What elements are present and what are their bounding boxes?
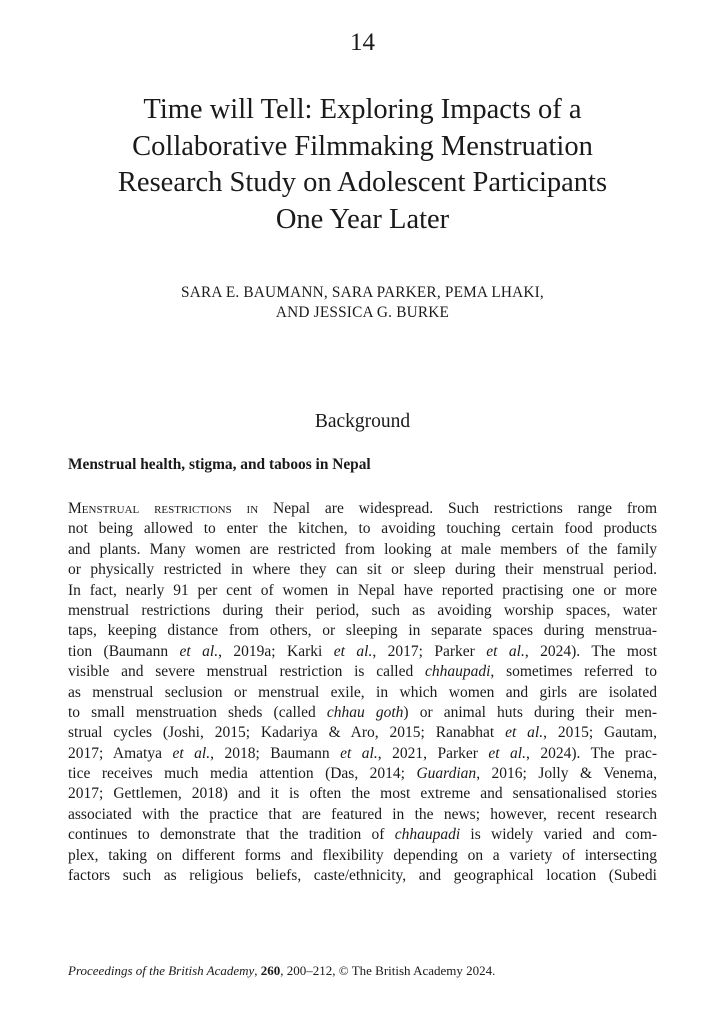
text-run: , 2017; Parker bbox=[372, 642, 487, 660]
italic-text: chhaupadi bbox=[394, 826, 461, 844]
text-line bbox=[68, 764, 657, 784]
chapter-number: 14 bbox=[350, 29, 375, 56]
text-run: and plants. Many women are restricted from looking at male members of the family bbox=[68, 540, 657, 558]
author-line: SARA E. BAUMANN, SARA PARKER, PEMA LHAKI, bbox=[181, 284, 544, 301]
chapter-title-line: Research Study on Adolescent Participants bbox=[117, 167, 608, 198]
text-line bbox=[68, 805, 657, 825]
text-run: continues to demonstrate that the tradition of bbox=[68, 826, 395, 844]
chapter-title-line: One Year Later bbox=[275, 203, 450, 235]
text-line bbox=[68, 601, 657, 621]
text-line bbox=[68, 744, 657, 764]
italic-text: et al. bbox=[486, 642, 525, 660]
footer-separator: , bbox=[254, 963, 261, 978]
text-run: , 2024). The prac- bbox=[526, 744, 658, 762]
text-line bbox=[68, 540, 657, 560]
footer-details: , 200–212, © The British Academy 2024. bbox=[280, 963, 496, 978]
chapter-title bbox=[60, 92, 665, 238]
text-run: factors such as religious beliefs, caste/ethnicity, and geographical location (Subedi bbox=[68, 867, 657, 885]
italic-text: chhau goth bbox=[326, 703, 404, 721]
footer-volume: 260 bbox=[260, 963, 281, 978]
text-run: tice receives much media attention (Das, 2014; bbox=[68, 765, 417, 783]
text-run: 2017; Gettlemen, 2018) and it is often the most extreme and sensationalised stories bbox=[68, 785, 657, 803]
text-line bbox=[68, 846, 657, 866]
text-line bbox=[68, 560, 657, 580]
text-run: ) or animal huts during their men- bbox=[403, 703, 657, 721]
text-line bbox=[68, 784, 657, 804]
text-run: , 2015; Gautam, bbox=[543, 724, 657, 742]
text-run: not being allowed to enter the kitchen, to avoiding touching certain food products bbox=[68, 520, 657, 538]
body-paragraph bbox=[68, 499, 657, 886]
chapter-title-line: Collaborative Filmmaking Menstruation bbox=[132, 130, 593, 162]
text-line bbox=[68, 703, 657, 723]
italic-text: Guardian bbox=[416, 765, 477, 783]
section-heading: Background bbox=[314, 411, 411, 432]
italic-text: et al. bbox=[488, 744, 526, 762]
author-list bbox=[60, 283, 665, 323]
italic-text: et al. bbox=[505, 724, 544, 742]
footer-journal: Proceedings of the British Academy bbox=[68, 963, 255, 978]
italic-text: et al. bbox=[340, 744, 378, 762]
text-line bbox=[68, 723, 657, 743]
text-run: , 2024). The most bbox=[524, 642, 658, 660]
text-run: to small menstruation sheds (called bbox=[68, 703, 327, 721]
author-line: AND JESSICA G. BURKE bbox=[275, 304, 450, 321]
subsection-heading: Menstrual health, stigma, and taboos in Nepal bbox=[68, 456, 371, 473]
text-run: as menstrual seclusion or menstrual exile, in which women and girls are isolated bbox=[68, 683, 657, 701]
text-line bbox=[68, 683, 657, 703]
text-run: , 2021, Parker bbox=[377, 744, 489, 762]
text-line bbox=[68, 499, 657, 519]
text-line bbox=[68, 662, 657, 682]
italic-text: et al. bbox=[172, 744, 211, 762]
text-run: Nepal are widespread. Such restrictions range from bbox=[258, 500, 657, 517]
text-run: strual cycles (Joshi, 2015; Kadariya & Aro, 2015; Ranabhat bbox=[68, 724, 506, 742]
text-run: , 2016; Jolly & Venema, bbox=[476, 765, 657, 783]
text-run: plex, taking on different forms and flexibility depending on a variety of intersecting bbox=[68, 846, 657, 864]
text-run: , sometimes referred to bbox=[490, 663, 657, 681]
page-footer bbox=[68, 962, 495, 980]
text-line bbox=[68, 642, 657, 662]
text-run: In fact, nearly 91 per cent of women in Nepal have reported practising one or more bbox=[68, 581, 657, 599]
text-line bbox=[68, 581, 657, 601]
text-run: taps, keeping distance from others, or sleeping in separate spaces during menstrua- bbox=[68, 622, 657, 640]
chapter-title-line: Time will Tell: Exploring Impacts of a bbox=[143, 94, 582, 125]
text-run: associated with the practice that are featured in the news; however, recent research bbox=[68, 805, 657, 823]
text-run: tion (Baumann bbox=[68, 642, 180, 660]
text-line bbox=[68, 519, 657, 539]
italic-text: chhaupadi bbox=[424, 663, 491, 681]
text-run: , 2019a; Karki bbox=[218, 642, 334, 660]
text-line bbox=[68, 866, 657, 886]
text-run: or physically restricted in where they can sit or sleep during their menstrual period. bbox=[68, 561, 657, 579]
text-run: visible and severe menstrual restriction is called bbox=[68, 663, 425, 681]
text-run: is widely varied and com- bbox=[460, 826, 657, 844]
italic-text: et al. bbox=[333, 642, 373, 660]
text-line bbox=[68, 825, 657, 845]
text-run: menstrual restrictions during their period, such as avoiding worship spaces, water bbox=[68, 601, 657, 619]
text-run: 2017; Amatya bbox=[68, 744, 173, 762]
text-line bbox=[68, 621, 657, 641]
italic-text: et al. bbox=[179, 642, 219, 660]
text-run: , 2018; Baumann bbox=[210, 744, 341, 762]
smallcaps-lead: Menstrual restrictions in bbox=[68, 500, 259, 517]
